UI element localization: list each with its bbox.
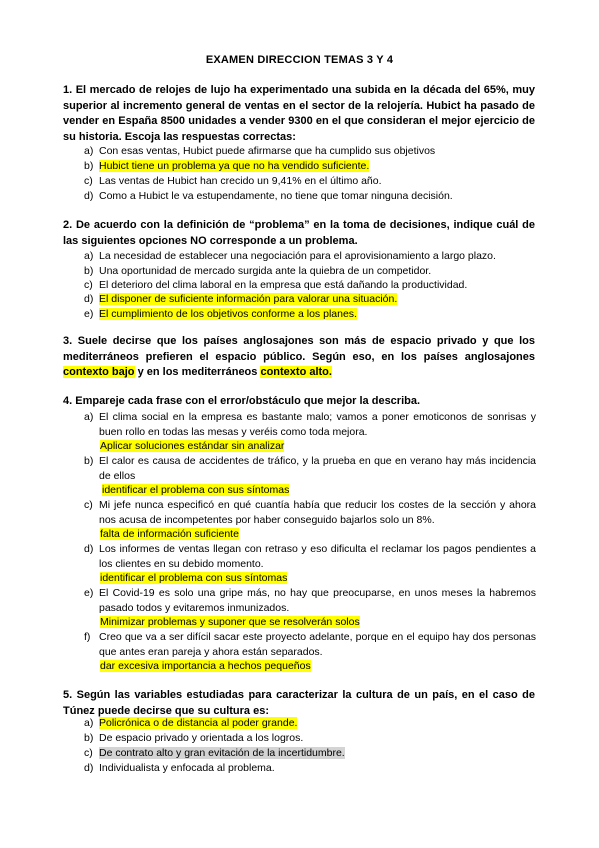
question-3 — [63, 334, 535, 381]
item-text: Mi jefe nunca especificó en qué cuantía había que reducir los costes de la sección y ahora nos acusa de incompetentes por haber conseguido bajarlos solo un 8%. — [99, 499, 536, 526]
option-1c — [84, 174, 536, 189]
item-4a — [84, 410, 536, 439]
option-letter: d) — [84, 762, 94, 774]
option-letter: d) — [84, 190, 94, 202]
option-letter: a) — [84, 250, 94, 262]
item-4e — [84, 586, 536, 615]
highlighted-answer: Policrónica o de distancia al poder grande. — [99, 717, 298, 729]
option-letter: a) — [84, 717, 94, 729]
option-2a — [84, 249, 536, 264]
answer-context-low: contexto bajo — [63, 366, 135, 378]
highlighted-answer: dar excesiva importancia a hechos pequeños — [100, 660, 311, 672]
item-4f — [84, 630, 536, 659]
item-4c — [84, 498, 536, 527]
item-letter: d) — [84, 543, 94, 555]
option-text: La necesidad de establecer una negociación para el aprovisionamiento a largo plazo. — [99, 250, 496, 262]
item-text: Los informes de ventas llegan con retraso y eso dificulta el reclamar los pagos pendientes a los clientes en su debido momento. — [99, 543, 536, 570]
option-text: Una oportunidad de mercado surgida ante la quiebra de un competidor. — [99, 265, 432, 277]
question-3-connector: y en los mediterráneos — [134, 366, 261, 378]
highlighted-answer: Aplicar soluciones estándar sin analizar — [100, 440, 285, 452]
option-letter: c) — [84, 747, 93, 759]
item-text: Creo que va a ser difícil sacar este proyecto adelante, porque en el equipo hay dos personas que antes eran pareja y ahora están separados. — [99, 631, 536, 658]
option-letter: c) — [84, 175, 93, 187]
page-title: EXAMEN DIRECCION TEMAS 3 Y 4 — [205, 54, 394, 66]
item-4e-answer — [100, 615, 360, 630]
question-2: 2. De acuerdo con la definición de “problema” en la toma de decisiones, indique cuál de las siguientes opciones NO corresponde a un problema. — [63, 219, 535, 247]
item-letter: e) — [84, 587, 94, 599]
highlighted-answer: identificar el problema con sus síntomas — [100, 572, 288, 584]
option-letter: d) — [84, 293, 94, 305]
option-text: El deterioro del clima laboral en la empresa que está dañando la productividad. — [99, 279, 468, 291]
item-4f-answer — [100, 659, 311, 674]
option-text: Individualista y enfocada al problema. — [99, 762, 275, 774]
option-2c — [84, 278, 536, 293]
option-letter: e) — [84, 308, 94, 320]
option-1a — [84, 144, 536, 159]
option-5c — [84, 746, 536, 761]
item-text: El calor es causa de accidentes de tráfico, y la prueba en que en verano hay más incidencia de ellos — [99, 455, 536, 482]
gray-highlighted-option: De contrato alto y gran evitación de la incertidumbre. — [99, 747, 345, 759]
item-text: El clima social en la empresa es bastante malo; vamos a poner emoticonos de sonrisas y buen rollo en todas las mesas y veréis como toda mejora. — [99, 411, 536, 438]
option-2b — [84, 264, 536, 279]
option-2d — [84, 292, 536, 307]
option-letter: a) — [84, 145, 94, 157]
option-1d — [84, 189, 536, 204]
option-5d — [84, 761, 536, 776]
option-text: Con esas ventas, Hubict puede afirmarse que ha cumplido sus objetivos — [99, 145, 436, 157]
item-4d — [84, 542, 536, 571]
item-4d-answer — [100, 571, 287, 586]
item-text: El Covid-19 es solo una gripe más, no hay que preocuparse, en unos meses la habremos pasado todos y evitaremos inmunizados. — [99, 587, 536, 614]
highlighted-answer: El disponer de suficiente información para valorar una situación. — [99, 293, 398, 305]
option-5b — [84, 731, 536, 746]
question-4: 4. Empareje cada frase con el error/obstáculo que mejor la describa. — [63, 395, 421, 407]
option-2e — [84, 307, 536, 322]
item-4c-answer — [100, 527, 239, 542]
item-4a-answer — [100, 439, 284, 454]
option-letter: c) — [84, 279, 93, 291]
item-letter: a) — [84, 411, 94, 423]
option-letter: b) — [84, 265, 94, 277]
option-letter: b) — [84, 732, 94, 744]
item-4b-answer — [102, 483, 289, 498]
question-1: 1. El mercado de relojes de lujo ha experimentado una subida en la década del 65%, muy superior al incremento general de ventas en el sector de la relojería. Hubict ha pasado de vender en España 8500 unidades a vender 9300 en el que consideran el mejor ejercicio de su historia. Escoja las respuestas correctas: — [63, 84, 535, 143]
item-4b — [84, 454, 536, 483]
option-text: Como a Hubict le va estupendamente, no tiene que tomar ninguna decisión. — [99, 190, 453, 202]
answer-context-high: contexto alto. — [260, 366, 332, 378]
option-text: De espacio privado y orientada a los logros. — [99, 732, 304, 744]
question-5: 5. Según las variables estudiadas para caracterizar la cultura de un país, en el caso de Túnez puede decirse que su cultura es: — [63, 689, 535, 717]
option-5a — [84, 716, 536, 731]
item-letter: b) — [84, 455, 94, 467]
item-letter: c) — [84, 499, 93, 511]
highlighted-answer: Minimizar problemas y suponer que se resolverán solos — [100, 616, 360, 628]
highlighted-answer: El cumplimiento de los objetivos conforme a los planes. — [99, 308, 357, 320]
item-letter: f) — [84, 631, 91, 643]
option-letter: b) — [84, 160, 94, 172]
option-text: Las ventas de Hubict han crecido un 9,41% en el último año. — [99, 175, 382, 187]
question-3-text: 3. Suele decirse que los países anglosajones son más de espacio privado y que los mediterráneos prefieren el espacio público. Según eso, en los países anglosajones — [63, 335, 535, 363]
highlighted-answer: identificar el problema con sus síntomas — [102, 484, 290, 496]
option-1b — [84, 159, 536, 174]
highlighted-answer: Hubict tiene un problema ya que no ha vendido suficiente. — [99, 160, 370, 172]
highlighted-answer: falta de información suficiente — [100, 528, 239, 540]
